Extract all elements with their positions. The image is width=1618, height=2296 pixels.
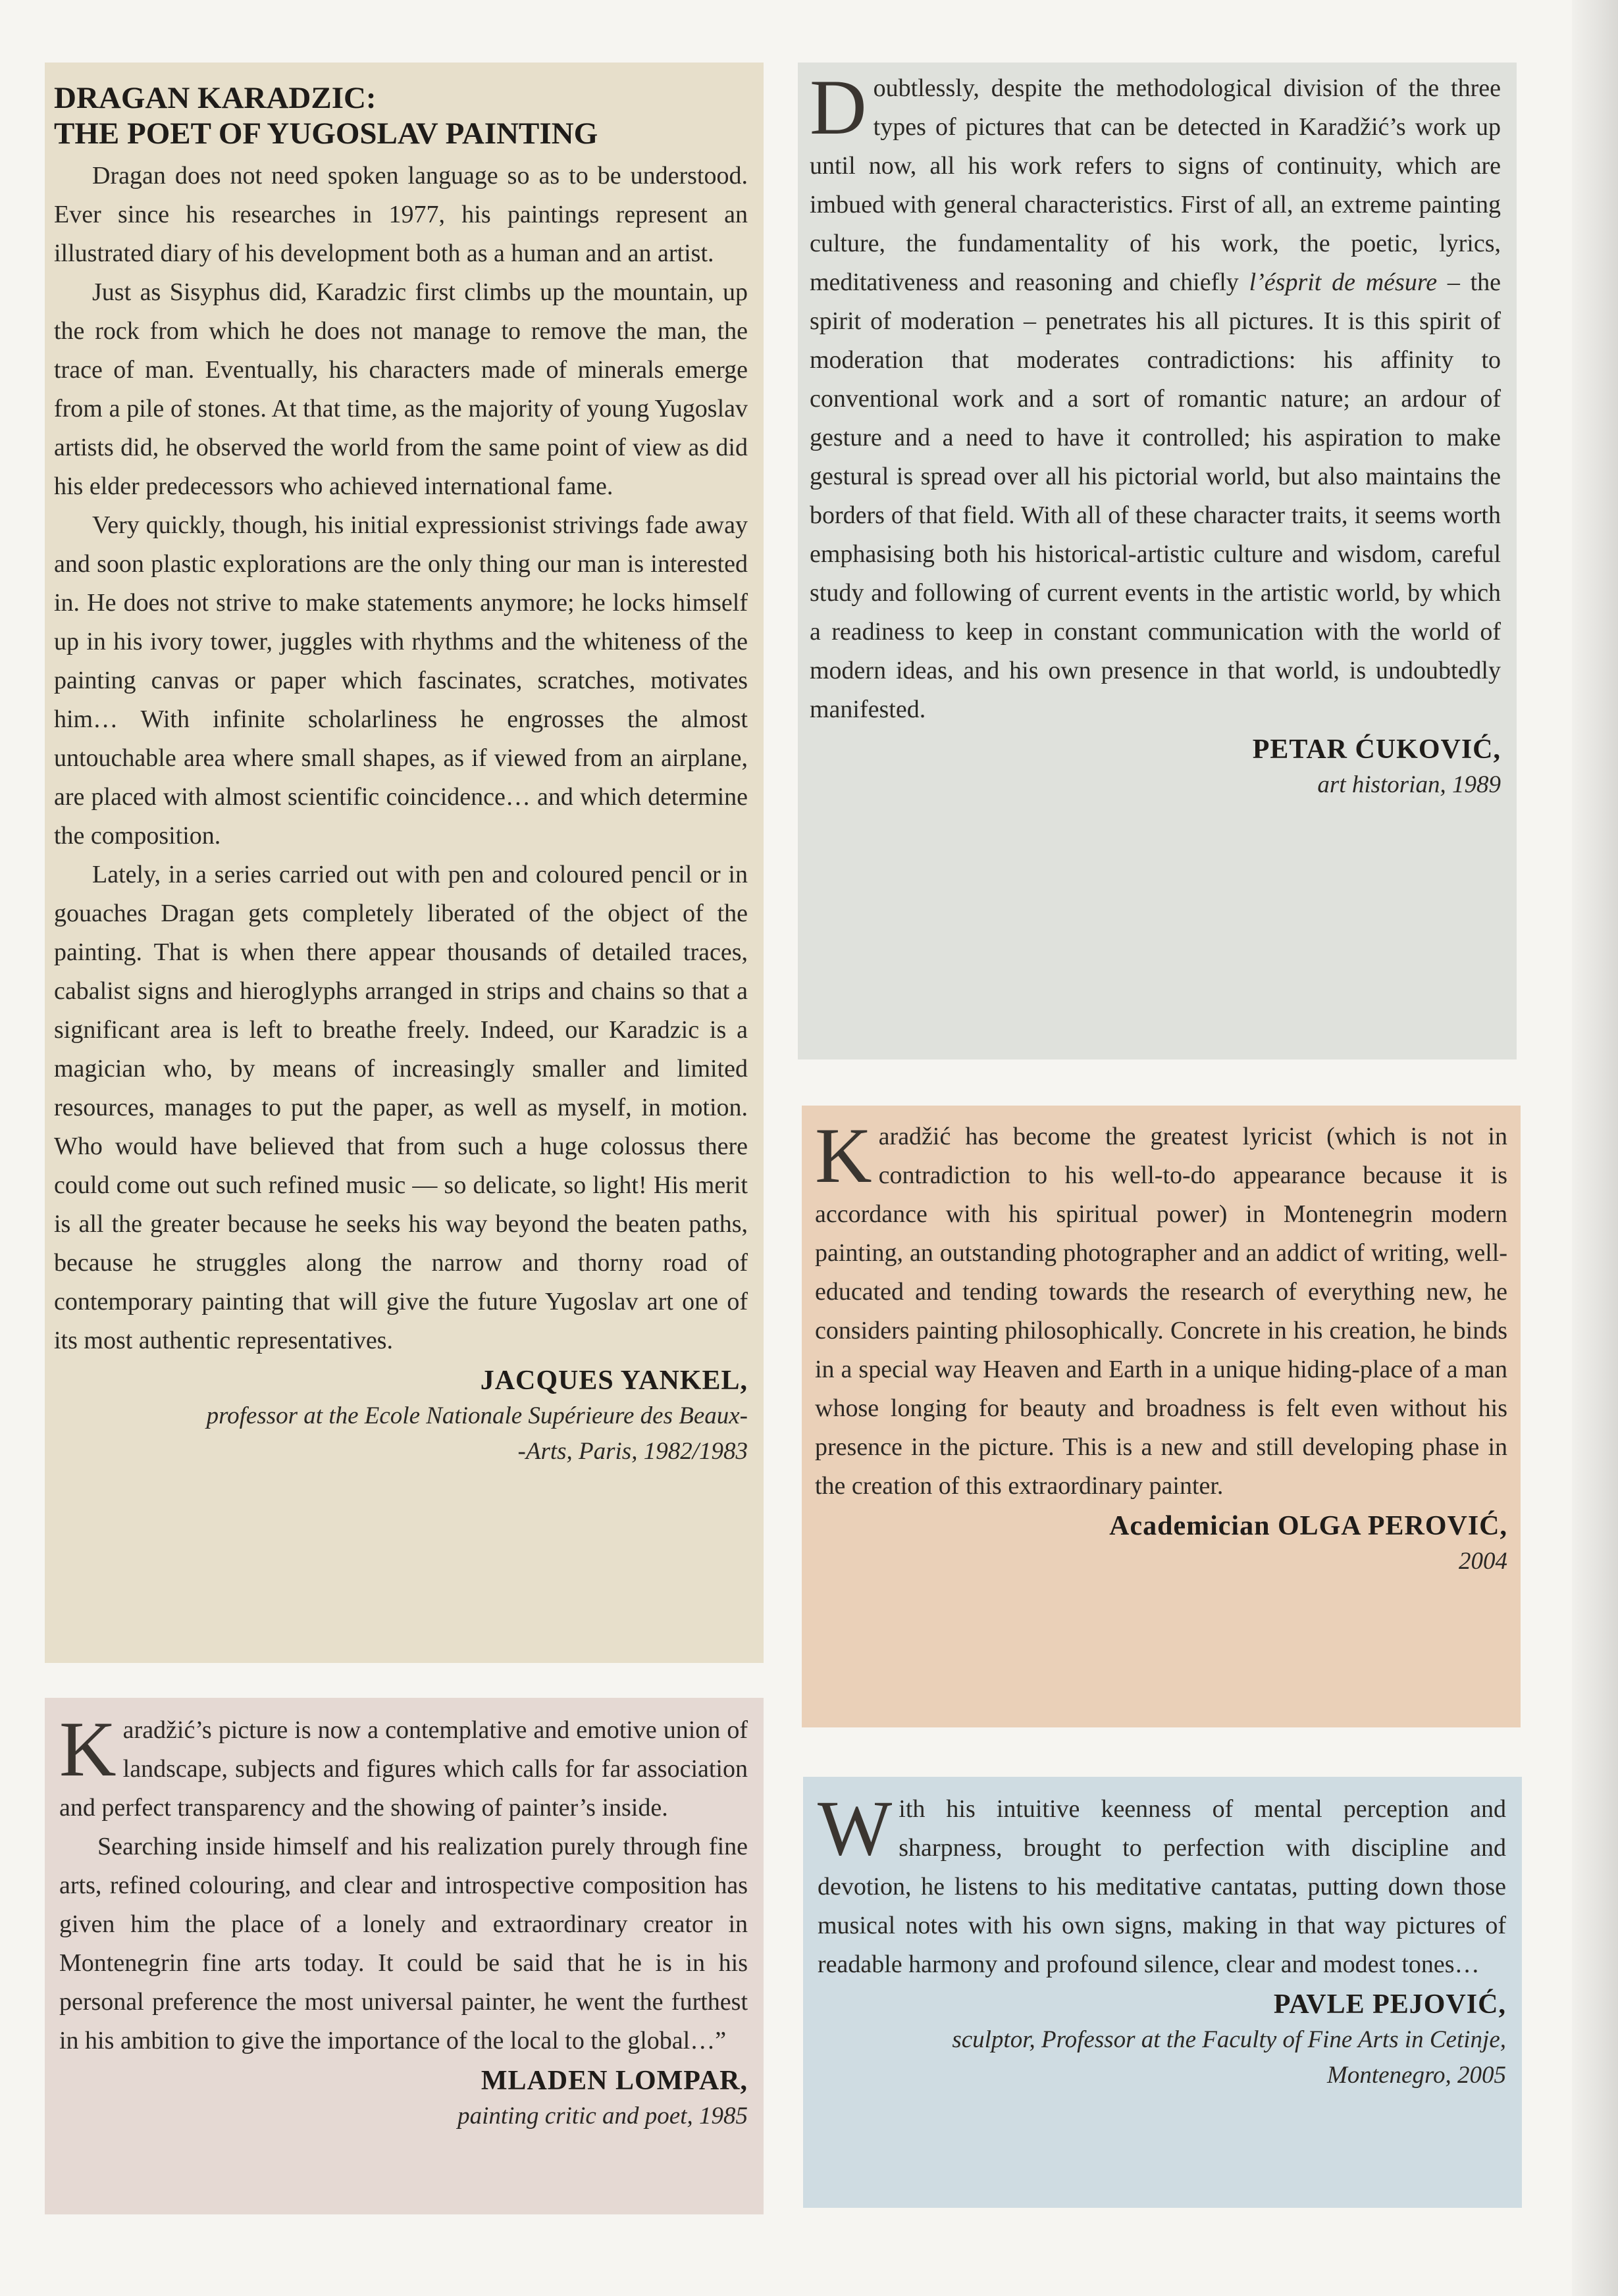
author-role-line-2: Montenegro, 2005 (1327, 2062, 1506, 2089)
author-role: art historian, 1989 (1317, 771, 1501, 798)
quote-box-pejovic (803, 1777, 1522, 2208)
italic-phrase: l’ésprit de mésure (1249, 268, 1438, 296)
title-line-1: DRAGAN KARADZIC: (54, 81, 377, 115)
author-role: painting critic and poet, 1985 (457, 2103, 748, 2130)
quote-box-yankel (45, 63, 764, 1663)
paragraph: With his intuitive keenness of mental perception and sharpness, brought to perfection with discipline and devotion, he listens to his meditative cantatas, putting down those musical notes with his own signs, making in that way pictures of readable harmony and profound silence, clear and modest tones… (818, 1784, 1506, 1978)
paragraph: Searching inside himself and his realization purely through fine arts, refined colouring, and clear and introspective composition has given him the place of a lonely and extraordinary creator in Montenegrin fine arts today. It could be said that he is in his personal preference the most universal painter, he went the furthest in his ambition to give the importance of the local to the global…” (59, 1833, 748, 2054)
quote-box-lompar (45, 1698, 764, 2214)
drop-cap: D (810, 63, 867, 151)
author-signature: PAVLE PEJOVIĆ, (1273, 1989, 1506, 2020)
author-role-line-1: sculptor, Professor at the Faculty of Fine Arts in Cetinje, (952, 2026, 1506, 2053)
paragraph: Just as Sisyphus did, Karadzic first climbs up the mountain, up the rock from which he does not manage to remove the man, the trace of man. Eventually, his characters made of minerals emerge from a pile of stones. At that time, as the majority of young Yugoslav artists did, he observed the world from the same point of view as did his elder predecessors who achieved international fame. (54, 278, 748, 500)
author-signature: JACQUES YANKEL, (480, 1365, 748, 1396)
paragraph: Lately, in a series carried out with pen and coloured pencil or in gouaches Dragan gets completely liberated of the object of the painting. That is when there appear thousands of detailed traces, cabalist signs and hieroglyphs arranged in strips and chains so that a significant area is left to breathe freely. Indeed, our Karadzic is a magician who, by means of increasingly smaller and limited resources, manages to put the paper, as well as myself, in motion. Who would have believed that from such a huge colossus there could come out such refined music — so delicate, so light! His merit is all the greater because he seeks his way beyond the beaten paths, because he struggles along the narrow and thorny road of contemporary painting that will give the future Yugoslav art one of its most authentic representatives. (54, 861, 748, 1354)
drop-cap: K (59, 1705, 117, 1793)
paragraph: Karadžić has become the greatest lyricist (which is not in contradiction to his well-to-do appearance because it is accordance with his spiritual power) in Montenegrin modern painting, an outstanding photographer and an addict of writing, well-educated and tending towards the research of everything new, he considers painting philosophically. Concrete in his creation, he binds in a special way Heaven and Earth in a unique hiding-place of a man whose longing for beauty and broadness is felt even without his presence in the picture. This is a new and still developing phase in the creation of this extraordinary painter. (815, 1111, 1507, 1500)
author-role-line-2: -Arts, Paris, 1982/1983 (517, 1438, 748, 1465)
drop-cap: W (818, 1784, 893, 1872)
article-title (54, 80, 748, 151)
title-line-2: THE POET OF YUGOSLAV PAINTING (54, 116, 598, 151)
paragraph: Doubtlessly, despite the methodological division of the three types of pictures that can be detected in Karadžić’s work up until now, all his work refers to signs of continuity, which are imbued with general characteristics. First of all, an extreme painting culture, the fundamentality of his work, the poetic, lyrics, meditativeness and reasoning and chiefly l’ésprit de mésure – the spirit of moderation – penetrates his all pictures. It is this spirit of moderation that moderates contradictions: his affinity to conventional work and a sort of romantic nature; an ardour of gesture and a need to have it controlled; his aspiration to make gestural is spread over all his pictorial world, but also maintains the borders of that field. With all of these character traits, it seems worth emphasising both his historical-artistic culture and wisdom, careful study and following of current events in the artistic world, by which a readiness to keep in constant communication with the world of modern ideas, and his own presence in that world, is undoubtedly manifested. (810, 63, 1501, 723)
quote-box-perovic (802, 1106, 1521, 1727)
paragraph: Dragan does not need spoken language so as to be understood. Ever since his researches in 1977, his paintings represent an illustrated diary of his development both as a human and an artist. (54, 162, 748, 267)
author-role-line-1: professor at the Ecole Nationale Supérieure des Beaux- (206, 1402, 748, 1429)
drop-cap: K (815, 1111, 872, 1199)
page-edge-shadow (1572, 0, 1618, 2296)
paragraph: Very quickly, though, his initial expressionist strivings fade away and soon plastic explorations are the only thing our man is interested in. He does not strive to make statements anymore; he locks himself up in his ivory tower, juggles with rhythms and the whiteness of the painting canvas or paper which fascinates, scratches, motivates him… With infinite scholarliness he engrosses the almost untouchable area where small shapes, as if viewed from an airplane, are placed with almost scientific coincidence… and which determine the composition. (54, 511, 748, 850)
quote-box-cukovic (798, 63, 1517, 1059)
author-signature: Academician OLGA PEROVIĆ, (1109, 1511, 1507, 1541)
author-signature: MLADEN LOMPAR, (481, 2066, 748, 2096)
author-role: 2004 (1459, 1548, 1507, 1575)
author-signature: PETAR ĆUKOVIĆ, (1252, 734, 1501, 765)
paragraph: Karadžić’s picture is now a contemplative and emotive union of landscape, subjects and figures which calls for far association and perfect transparency and the showing of painter’s inside. (59, 1705, 748, 1822)
